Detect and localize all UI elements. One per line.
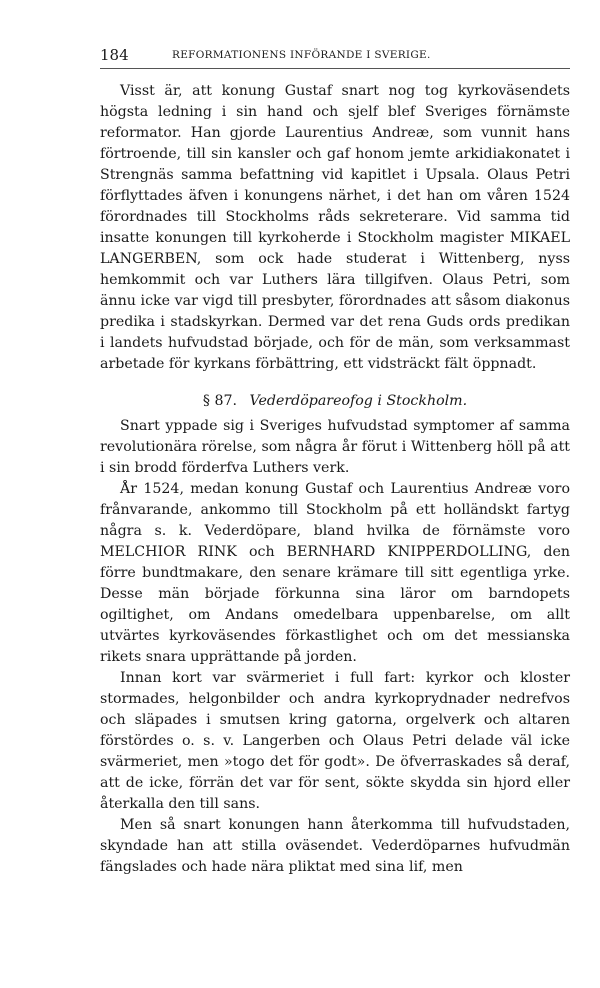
paragraph: Visst är, att konung Gustaf snart nog tog kyrkoväsendets högsta ledning i sin hand och sjelf blef Sveriges förnämste reformator. Han gjorde Laurentius Andreæ, som vunnit hans förtroende, till sin kansler och gaf honom jemte arkidiakonatet i Strengnäs samma befattning vid kapitlet i Upsala. Olaus Petri förflyttades äfven i konungens närhet, i det han om våren 1524 förordnades till Stockholms råds sekreterare. Vid samma tid insatte konungen till kyrkoherde i Stockholm magister MIKAEL LANGERBEN, som ock hade studerat i Wittenberg, nyss hemkommit och var Luthers lära tillgifven. Olaus Petri, som ännu icke var vigd till presbyter, förordnades att såsom diakonus predika i stadskyrkan. Dermed var det rena Guds ords predikan i landets hufvudstad började, och för de män, som verksammast arbetade för kyrkans förbättring, ett vidsträckt fält öppnadt. xyxy=(100,83,570,372)
paragraph: Innan kort var svärmeriet i full fart: kyrkor och kloster stormades, helgonbilder och andra kyrkoprydnader nedrefvos och släpades i smutsen kring gatorna, orgelverk och altaren förstördes o. s. v. Langerben och Olaus Petri delade väl icke svärmeriet, men »togo det för godt». De öfverraskades så deraf, att de icke, förrän det var för sent, sökte skydda sin hjord eller återkalla den till sans. xyxy=(100,670,570,812)
page-header xyxy=(100,44,570,69)
section-title: Vederdöpareofog i Stockholm. xyxy=(249,393,468,409)
paragraph: Snart yppade sig i Sveriges hufvudstad symptomer af samma revolutionära rörelse, som några år förut i Wittenberg höll på att i sin brodd förderfva Luthers verk. xyxy=(100,418,570,476)
page-number: 184 xyxy=(100,46,129,64)
section-heading xyxy=(100,391,570,412)
book-page xyxy=(100,44,570,878)
paragraph: Men så snart konungen hann återkomma till hufvudstaden, skyndade han att stilla oväsendet. Vederdöparnes hufvudmän fängslades och hade nära pliktat med sina lif, men xyxy=(100,817,570,875)
running-head: REFORMATIONENS INFÖRANDE I SVERIGE. xyxy=(172,49,431,61)
body-text xyxy=(100,81,570,878)
paragraph: År 1524, medan konung Gustaf och Laurentius Andreæ voro frånvarande, ankommo till Stockholm på ett holländskt fartyg några s. k. Vederdöpare, bland hvilka de förnämste voro MELCHIOR RINK och BERNHARD KNIPPERDOLLING, den förre bundtmakare, den senare krämare till sitt egentliga yrke. Desse män började förkunna sina läror om barndopets ogiltighet, om Andans omedelbara uppenbarelse, om allt utvärtes kyrkoväsendes förkastlighet och om det messianska rikets snara upprättande på jorden. xyxy=(100,481,570,665)
section-number: § 87. xyxy=(202,393,238,409)
